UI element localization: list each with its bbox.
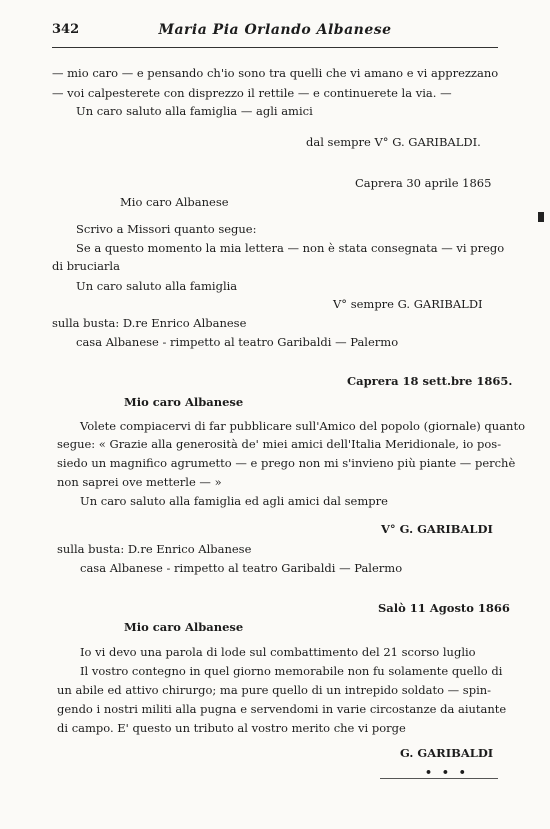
letter3-signature: V° G. GARIBALDI <box>381 522 493 536</box>
letter4-line: Io vi devo una parola di lode sul combattimento del 21 scorso luglio <box>80 645 476 659</box>
running-title: Maria Pia Orlando Albanese <box>158 22 392 38</box>
letter2-line: Un caro saluto alla famiglia <box>76 279 238 293</box>
signature-rule <box>380 778 498 779</box>
letter4-place-date: Salò 11 Agosto 1866 <box>378 601 510 615</box>
letter2-signature: V° sempre G. GARIBALDI <box>333 297 483 311</box>
letter3-envelope: casa Albanese - rimpetto al teatro Garibaldi — Palermo <box>80 561 403 575</box>
running-header <box>52 22 498 44</box>
page-number: 342 <box>52 22 80 37</box>
letter4-line: di campo. E' questo un tributo al vostro merito che vi porge <box>57 721 406 735</box>
margin-mark <box>538 212 544 222</box>
letter3-line: Volete compiacervi di far pubblicare sull'Amico del popolo (giornale) quanto <box>80 419 526 433</box>
letter2-line: Se a questo momento la mia lettera — non è stata consegnata — vi prego <box>76 241 505 255</box>
letter3-line: siedo un magnifico agrumetto — e prego non mi s'invieno più piante — perchè <box>57 456 516 470</box>
letter4-line: un abile ed attivo chirurgo; ma pure quello di un intrepido soldato — spin- <box>57 683 492 697</box>
letter2-envelope: sulla busta: D.re Enrico Albanese <box>52 316 247 330</box>
letter2-line: Scrivo a Missori quanto segue: <box>76 222 257 236</box>
letter1-line: — mio caro — e pensando ch'io sono tra quelli che vi amano e vi apprezzano <box>52 66 499 80</box>
letter3-line: Un caro saluto alla famiglia ed agli amici dal sempre <box>80 494 388 508</box>
letter3-line: segue: « Grazie alla generosità de' miei amici dell'Italia Meridionale, io pos- <box>57 437 502 451</box>
letter4-signature: G. GARIBALDI <box>400 746 494 760</box>
letter3-salutation: Mio caro Albanese <box>124 395 244 409</box>
letter4-line: gendo i nostri militi alla pugna e servendomi in varie circostanze da aiutante <box>57 702 507 716</box>
letter3-place-date: Caprera 18 sett.bre 1865. <box>347 374 513 388</box>
letter1-signature: dal sempre V° G. GARIBALDI. <box>306 135 481 149</box>
letter4-salutation: Mio caro Albanese <box>124 620 244 634</box>
letter3-envelope: sulla busta: D.re Enrico Albanese <box>57 542 252 556</box>
letter4-line: Il vostro contegno in quel giorno memorabile non fu solamente quello di <box>80 664 503 678</box>
letter3-line: non saprei ove metterle — » <box>57 475 222 489</box>
header-rule <box>52 47 498 48</box>
letter2-place-date: Caprera 30 aprile 1865 <box>355 176 492 190</box>
letter2-salutation: Mio caro Albanese <box>120 195 229 209</box>
letter2-line: di bruciarla <box>52 259 120 273</box>
footer-marks: • • • <box>425 766 469 779</box>
letter1-line: — voi calpesterete con disprezzo il rettile — e continuerete la via. — <box>52 86 452 100</box>
letter1-line: Un caro saluto alla famiglia — agli amici <box>76 104 313 118</box>
letter2-envelope: casa Albanese - rimpetto al teatro Garibaldi — Palermo <box>76 335 399 349</box>
